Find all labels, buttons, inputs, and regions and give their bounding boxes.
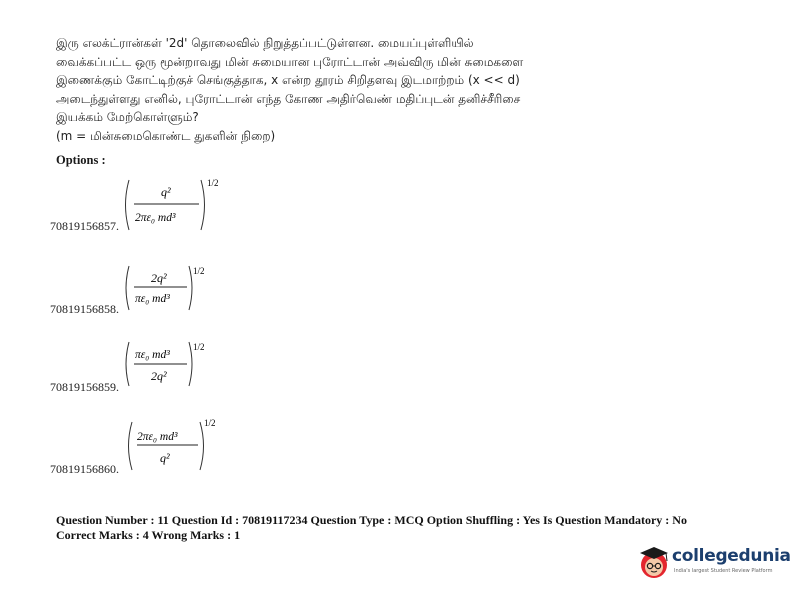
formula-exponent: 1/2 [207, 178, 219, 188]
marks-line: Correct Marks : 4 Wrong Marks : 1 [56, 528, 241, 542]
question-metadata-line: Question Number : 11 Question Id : 70819117234 Question Type : MCQ Option Shuffling : Yes Is Question Mandatory : No [56, 513, 687, 527]
formula-denominator: πε₀ md³ [135, 293, 170, 305]
formula-denominator: 2q² [151, 369, 167, 383]
question-line: (m = மின்சுமைகொண்ட துகளின் நிறை) [56, 128, 276, 143]
question-line: இரு எலக்ட்ரான்கள் '2d' தொலைவில் நிறுத்தப்பட்டுள்ளன. மையப்புள்ளியில் [56, 36, 474, 50]
formula-exponent: 1/2 [193, 266, 205, 276]
option-formula [124, 412, 224, 476]
option-id: 70819156859. [50, 380, 119, 394]
collegedunia-logo [636, 543, 791, 587]
formula-numerator: q² [161, 185, 171, 199]
formula-exponent: 1/2 [193, 342, 205, 352]
formula-denominator: q² [160, 451, 170, 465]
question-metadata [56, 513, 687, 543]
logo-wordmark: collegedunia [672, 546, 791, 566]
option-formula [121, 262, 221, 318]
question-line: இணைக்கும் கோட்டிற்குச் செங்குத்தாக, x என்ற தூரம் சிறிதளவு இடமாற்றம் (x << d) [56, 73, 520, 88]
options-label: Options : [56, 153, 106, 167]
option-id: 70819156860. [50, 462, 119, 476]
question-line: வைக்கப்பட்ட ஒரு மூன்றாவது மின் சுமையான புரோட்டான் அவ்விரு மின் சுமைகளை [56, 54, 524, 69]
option-formula [121, 338, 221, 394]
option-id: 70819156857. [50, 219, 119, 233]
question-line: இயக்கம் மேற்கொள்ளும்? [56, 110, 199, 125]
option-id: 70819156858. [50, 302, 119, 316]
logo-tagline: India's largest Student Review Platform [674, 568, 773, 574]
formula-denominator: 2πε₀ md³ [135, 212, 176, 224]
question-text [56, 34, 596, 146]
question-line: அடைந்துள்ளது எனில், புரோட்டான் எந்த கோண அதிர்வெண் மதிப்புடன் தனிச்சீரிசை [56, 91, 521, 106]
formula-numerator: 2πε₀ md³ [137, 431, 178, 443]
formula-numerator: 2q² [151, 271, 167, 285]
formula-numerator: πε₀ md³ [135, 349, 170, 361]
formula-exponent: 1/2 [204, 418, 216, 428]
mascot-icon [636, 543, 672, 583]
option-formula [121, 174, 221, 240]
